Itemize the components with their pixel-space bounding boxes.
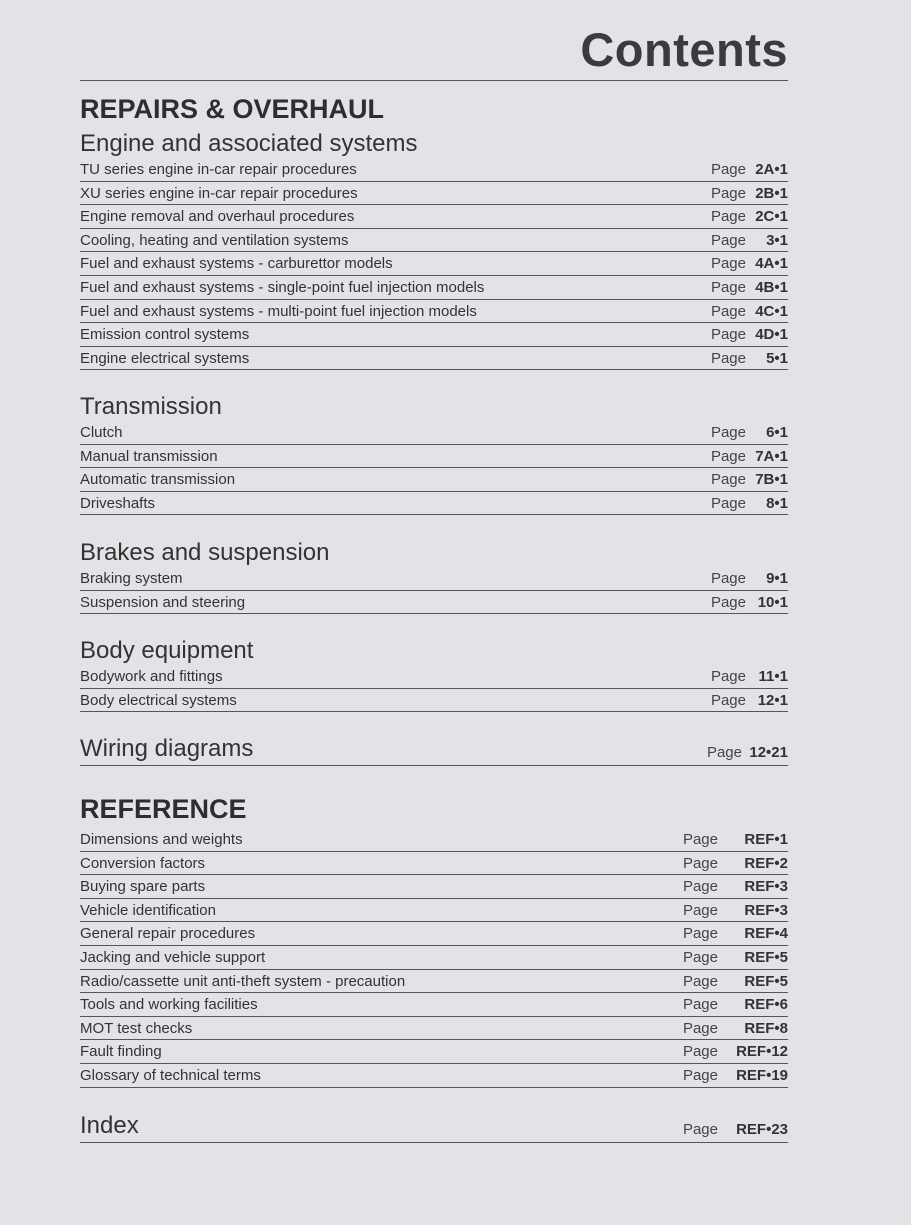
toc-row[interactable] — [80, 1017, 788, 1041]
page-number: 7B•1 — [755, 471, 788, 489]
section-title: Wiring diagrams — [80, 735, 254, 762]
page-number: 3•1 — [766, 231, 788, 249]
page-word: Page — [710, 184, 746, 202]
page-word: Page — [706, 744, 742, 761]
toc-row[interactable] — [80, 347, 788, 371]
page-word: Page — [710, 161, 746, 178]
page-number: 5•1 — [766, 349, 788, 367]
page-word: Page — [710, 255, 746, 273]
page-word: Page — [682, 1019, 718, 1037]
page-number: REF•2 — [744, 854, 788, 872]
section-title: Engine and associated systems — [80, 130, 418, 157]
toc-label: Body electrical systems — [80, 691, 237, 709]
toc-row[interactable] — [80, 1064, 788, 1088]
page-number: 4B•1 — [755, 278, 788, 296]
toc-label: Engine electrical systems — [80, 349, 250, 367]
page-number: REF•6 — [744, 996, 788, 1014]
toc-label: Glossary of technical terms — [80, 1066, 261, 1084]
toc-label: Cooling, heating and ventilation systems — [80, 231, 349, 249]
toc-row[interactable] — [80, 852, 788, 876]
section-brakes — [80, 539, 788, 614]
toc-row[interactable] — [80, 205, 788, 229]
toc-label: MOT test checks — [80, 1019, 193, 1037]
page-number: 10•1 — [757, 593, 788, 611]
page-word: Page — [682, 996, 718, 1014]
section-reference — [80, 828, 788, 1088]
section-title: Index — [80, 1112, 139, 1139]
toc-label: Braking system — [80, 570, 183, 587]
section-title: Body equipment — [80, 637, 254, 664]
toc-row[interactable] — [80, 492, 788, 516]
page-number: REF•19 — [736, 1066, 788, 1084]
page-number: REF•3 — [744, 878, 788, 896]
toc-row[interactable] — [80, 276, 788, 300]
toc-label: Manual transmission — [80, 447, 218, 465]
page-number: 11•1 — [758, 668, 788, 685]
toc-label: Emission control systems — [80, 326, 250, 344]
page-word: Page — [710, 570, 746, 587]
page-number: REF•3 — [744, 901, 788, 919]
page-word: Page — [710, 302, 746, 320]
page-number: 7A•1 — [755, 447, 788, 465]
toc-label: Bodywork and fittings — [80, 668, 223, 685]
page-number: 12•1 — [757, 691, 788, 709]
page-number: 2A•1 — [755, 161, 788, 178]
toc-row[interactable] — [80, 229, 788, 253]
page-word: Page — [710, 691, 746, 709]
page-number: 4A•1 — [755, 255, 788, 273]
page-word: Page — [710, 447, 746, 465]
toc-row[interactable] — [80, 468, 788, 492]
section-engine — [80, 130, 788, 370]
toc-label: Fuel and exhaust systems - carburettor models — [80, 255, 393, 273]
toc-label: Vehicle identification — [80, 901, 216, 919]
page-number: 12•21 — [749, 744, 788, 761]
toc-label: Fault finding — [80, 1043, 162, 1061]
toc-row[interactable] — [80, 567, 788, 591]
toc-row[interactable] — [80, 665, 788, 689]
toc-label: Fuel and exhaust systems - single-point fuel injection models — [80, 278, 485, 296]
repairs-heading: REPAIRS & OVERHAUL — [80, 94, 385, 124]
page-word: Page — [682, 854, 718, 872]
toc-label: Conversion factors — [80, 854, 206, 872]
toc-label: General repair procedures — [80, 925, 256, 943]
page-number: 9•1 — [766, 570, 788, 587]
page-number: REF•5 — [744, 972, 788, 990]
page-number: 2C•1 — [755, 208, 788, 226]
toc-label: Tools and working facilities — [80, 996, 258, 1014]
toc-row[interactable] — [80, 899, 788, 923]
page-number: 6•1 — [766, 424, 788, 441]
toc-row[interactable] — [80, 300, 788, 324]
page-word: Page — [710, 593, 746, 611]
page-word: Page — [682, 972, 718, 990]
reference-heading: REFERENCE — [80, 794, 247, 824]
page-number: REF•4 — [744, 925, 788, 943]
toc-row[interactable] — [80, 158, 788, 182]
page-word: Page — [682, 831, 718, 848]
section-transmission — [80, 393, 788, 515]
page-word: Page — [682, 1121, 718, 1138]
toc-label: Fuel and exhaust systems - multi-point fuel injection models — [80, 302, 477, 320]
page-word: Page — [710, 424, 746, 441]
toc-row[interactable] — [80, 445, 788, 469]
toc-row[interactable] — [80, 946, 788, 970]
toc-row[interactable] — [80, 1040, 788, 1064]
page-word: Page — [710, 208, 746, 226]
toc-row[interactable] — [80, 875, 788, 899]
page-word: Page — [682, 948, 718, 966]
page-title: Contents — [580, 23, 788, 76]
toc-row[interactable] — [80, 421, 788, 445]
toc-row[interactable] — [80, 252, 788, 276]
toc-row-wiring[interactable] — [80, 735, 788, 766]
page-word: Page — [710, 471, 746, 489]
toc-row[interactable] — [80, 922, 788, 946]
toc-label: Radio/cassette unit anti-theft system - precaution — [80, 972, 406, 990]
title-divider — [80, 80, 788, 81]
toc-label: Automatic transmission — [80, 471, 236, 489]
toc-row[interactable] — [80, 591, 788, 615]
section-body — [80, 637, 788, 712]
page-number: REF•12 — [736, 1043, 788, 1061]
page-word: Page — [710, 278, 746, 296]
section-title: Brakes and suspension — [80, 539, 330, 566]
page-word: Page — [682, 1066, 718, 1084]
page-number: REF•1 — [744, 831, 788, 848]
toc-row[interactable] — [80, 970, 788, 994]
toc-label: Suspension and steering — [80, 593, 246, 611]
page-number: REF•8 — [744, 1019, 788, 1037]
toc-row[interactable] — [80, 689, 788, 713]
page-number: REF•5 — [744, 948, 788, 966]
toc-label: Dimensions and weights — [80, 831, 243, 848]
page-number: 4D•1 — [755, 326, 788, 344]
section-title: Transmission — [80, 393, 222, 420]
page-word: Page — [710, 349, 746, 367]
toc-label: XU series engine in-car repair procedures — [80, 184, 358, 202]
page-word: Page — [682, 1043, 718, 1061]
page-number: REF•23 — [736, 1121, 788, 1138]
page-number: 2B•1 — [755, 184, 788, 202]
page-number: 4C•1 — [755, 302, 788, 320]
toc-label: Engine removal and overhaul procedures — [80, 208, 355, 226]
toc-row[interactable] — [80, 323, 788, 347]
toc-label: Buying spare parts — [80, 878, 206, 896]
toc-label: Clutch — [80, 424, 123, 441]
page-word: Page — [710, 668, 746, 685]
toc-row[interactable] — [80, 993, 788, 1017]
page-word: Page — [710, 494, 746, 512]
page-number: 8•1 — [766, 494, 788, 512]
page-word: Page — [710, 231, 746, 249]
page-word: Page — [682, 878, 718, 896]
page-word: Page — [682, 925, 718, 943]
toc-row-index[interactable] — [80, 1112, 788, 1143]
toc-label: TU series engine in-car repair procedures — [80, 161, 357, 178]
toc-label: Jacking and vehicle support — [80, 948, 266, 966]
page-word: Page — [710, 326, 746, 344]
toc-row[interactable] — [80, 182, 788, 206]
page-word: Page — [682, 901, 718, 919]
toc-label: Driveshafts — [80, 494, 156, 512]
toc-row[interactable] — [80, 828, 788, 852]
